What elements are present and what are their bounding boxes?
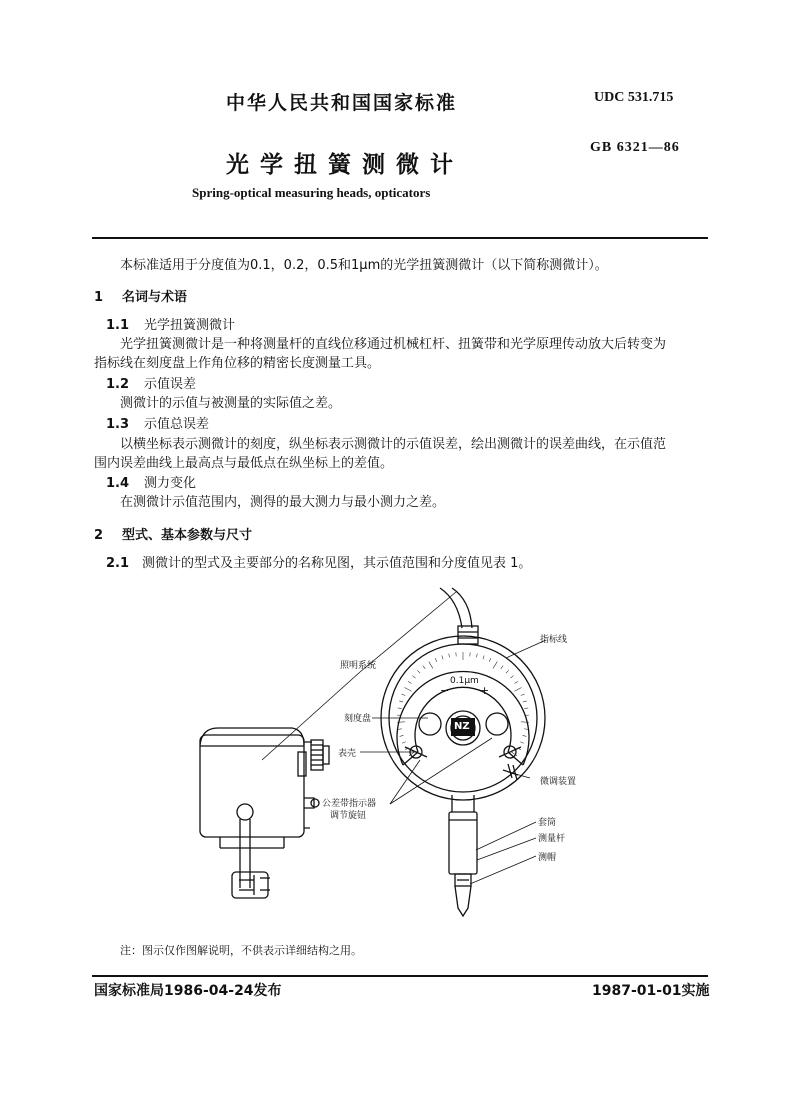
scale-tick — [506, 670, 509, 673]
page-title: 光学扭簧测微计 — [226, 152, 464, 178]
term-1-3-line1: 以横坐标表示测微计的刻度，纵坐标表示测微计的示值误差，绘出测微计的误差曲线，在示值范 — [120, 437, 667, 452]
scale-tick — [524, 708, 528, 709]
section-number: 2 — [94, 528, 104, 543]
scale-tick — [493, 662, 497, 669]
scale-tick — [520, 742, 524, 744]
label-contact-tip: 测帽 — [538, 853, 557, 863]
scale-tick — [398, 729, 402, 730]
scale-tick — [435, 658, 437, 662]
scale-tick — [476, 654, 477, 658]
scale-tick — [399, 701, 403, 702]
scale-tick — [412, 676, 415, 679]
clause-text: 测微计的型式及主要部分的名称见图，其示值范围和分度值见表 1。 — [142, 556, 532, 571]
scale-tick — [515, 681, 518, 683]
scale-tick — [524, 729, 528, 730]
scale-tick — [449, 654, 450, 658]
term-title: 光学扭簧测微计 — [144, 318, 236, 333]
scale-tick — [489, 658, 491, 662]
scale-tick — [408, 681, 411, 683]
label-tolerance-indicator: 公差带指示器 — [322, 799, 377, 809]
scale-tick — [510, 676, 513, 679]
term-number: 1.4 — [106, 476, 130, 491]
term-title: 测力变化 — [144, 476, 197, 491]
label-dial: 刻度盘 — [344, 714, 372, 724]
stem — [449, 795, 477, 916]
label-measuring-rod: 测量杆 — [538, 834, 566, 844]
figure-note: 注：图示仅作图解说明，不供表示详细结构之用。 — [120, 944, 362, 957]
term-1-1-line2: 指标线在刻度盘上作角位移的精密长度测量工具。 — [94, 356, 381, 371]
section-title: 名词与术语 — [122, 290, 188, 305]
dial-minus-sign: − — [440, 684, 450, 697]
scale-tick — [401, 694, 405, 695]
scale-tick — [483, 656, 484, 660]
label-fine-adjust: 微调装置 — [540, 777, 577, 787]
label-sleeve: 套筒 — [538, 818, 557, 828]
term-1-1-line1: 光学扭簧测微计是一种将测量杆的直线位移通过机械杠杆、扭簧带和光学原理传动放大后转变为 — [120, 337, 667, 352]
term-number: 1.2 — [106, 377, 130, 392]
term-title: 示值误差 — [144, 377, 197, 392]
dial-plus-sign: + — [480, 684, 490, 697]
label-adjust-knob: 调节旋钮 — [330, 811, 367, 821]
section-title: 型式、基本参数与尺寸 — [122, 528, 253, 543]
scale-tick — [442, 656, 443, 660]
scale-tick — [423, 666, 425, 669]
label-case: 表壳 — [338, 749, 357, 759]
issuing-authority: 中华人民共和国国家标准 — [226, 92, 458, 114]
dial-unit-label: 0.1μm — [450, 676, 479, 686]
udc-code: UDC 531.715 — [594, 90, 674, 105]
term-1-4-line1: 在测微计示值范围内，测得的最大测力与最小测力之差。 — [120, 495, 446, 510]
scale-tick — [429, 662, 433, 669]
standard-number: GB 6321—86 — [590, 140, 680, 155]
label-indicator-line: 指标线 — [540, 635, 568, 645]
section-number: 1 — [94, 290, 104, 305]
scale-tick — [514, 688, 521, 692]
lighting-housing — [200, 728, 329, 898]
term-number: 1.3 — [106, 417, 130, 432]
scale-tick — [404, 688, 411, 692]
term-1-3-line2: 围内误差曲线上最高点与最低点在纵坐标上的差值。 — [94, 456, 394, 471]
scale-tick — [521, 694, 525, 695]
clause-number: 2.1 — [106, 556, 130, 571]
label-lighting-system: 照明系统 — [340, 661, 377, 671]
scale-tick — [398, 708, 402, 709]
issue-date: 国家标准局1986-04-24发布 — [94, 983, 282, 999]
scale-tick — [400, 735, 404, 736]
term-number: 1.1 — [106, 318, 130, 333]
scale-tick — [523, 701, 527, 702]
scale-tick — [417, 670, 420, 673]
term-title: 示值总误差 — [144, 417, 210, 432]
fine-adjust — [503, 764, 518, 780]
scale-tick — [523, 735, 527, 736]
intro-paragraph: 本标准适用于分度值为0.1，0.2，0.5和1μm的光学扭簧测微计（以下简称测微计）。 — [120, 258, 608, 273]
footer-rule — [92, 975, 708, 977]
logo-text: NZ — [454, 721, 470, 732]
scale-tick — [501, 666, 503, 669]
term-1-2-line1: 测微计的示值与被测量的实际值之差。 — [120, 396, 342, 411]
english-subtitle: Spring-optical measuring heads, opticators — [192, 185, 431, 200]
effective-date: 1987-01-01实施 — [592, 983, 710, 999]
leader-lines — [262, 592, 546, 884]
scale-tick — [402, 742, 406, 744]
